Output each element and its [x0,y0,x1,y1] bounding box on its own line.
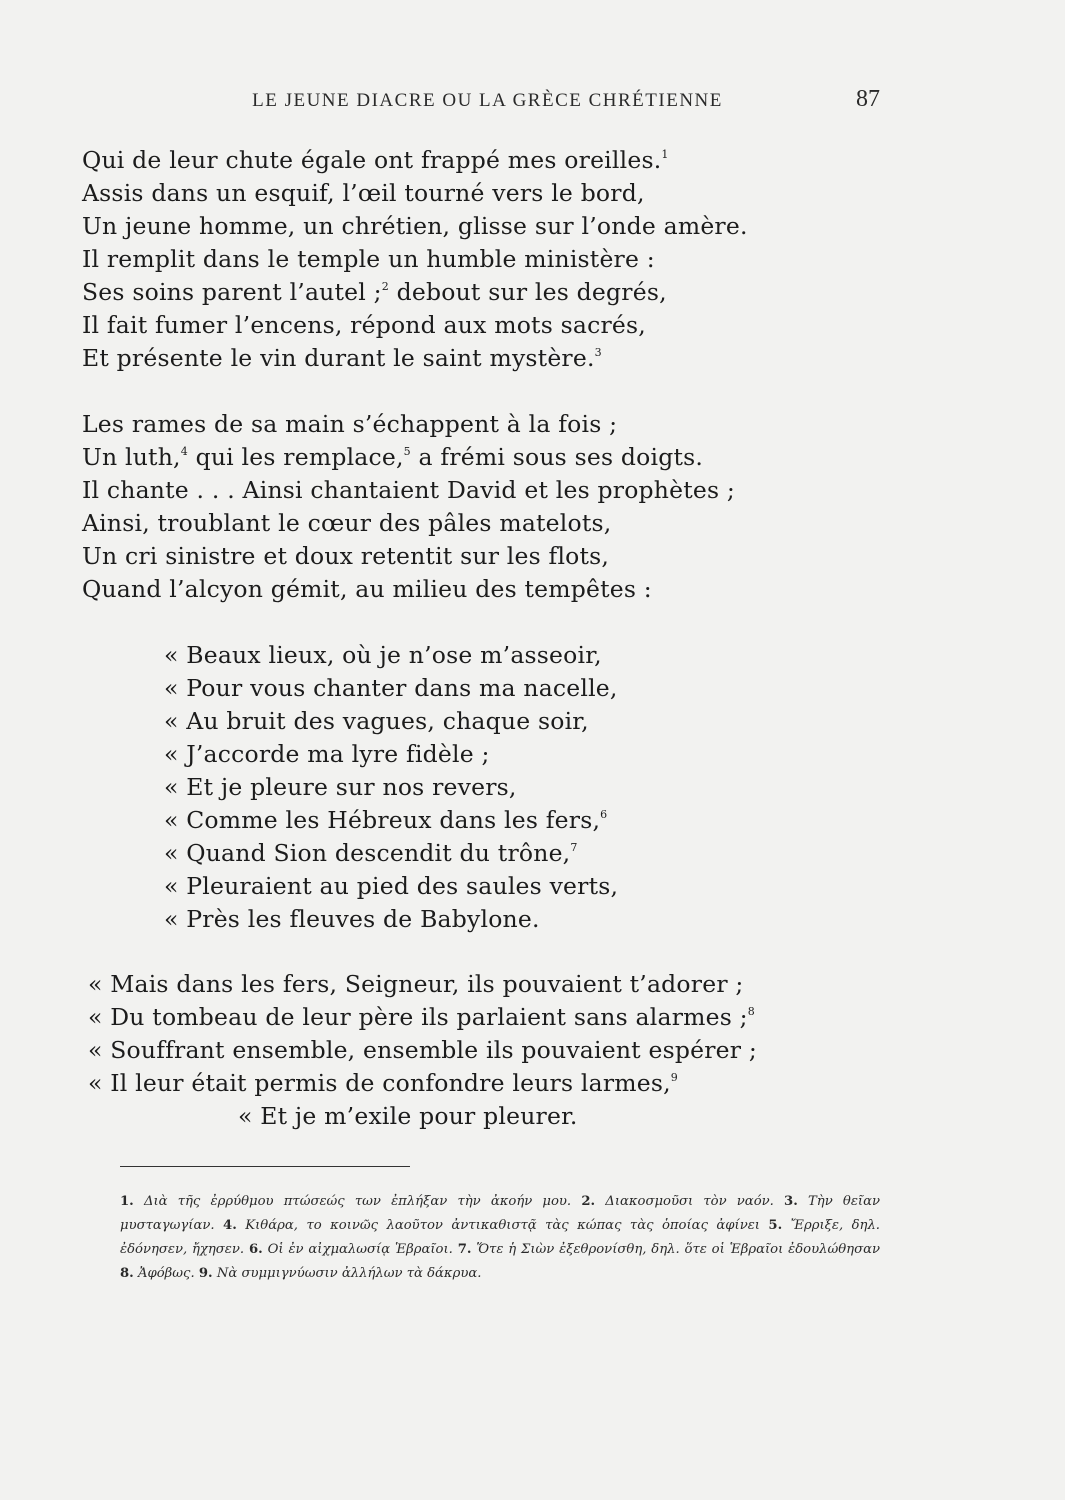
verse-line: Un cri sinistre et doux retentit sur les flots, [82,542,610,570]
footnote: 3. Τὴν θεῖαν μυσταγωγίαν. [120,1194,881,1233]
verse-line: « J’accorde ma lyre fidèle ; [164,740,490,768]
stanza-3-song [164,639,618,936]
footnote: 7. Ὅτε ἡ Σιὼν ἐξεθρονίσθη, δηλ. ὅτε οἱ Ἑβραῖοι ἐδουλώθησαν [457,1242,880,1257]
footnote-ref: 1 [661,148,669,161]
verse-line: « Pour vous chanter dans ma nacelle, [164,674,618,702]
verse-line: Ainsi, troublant le cœur des pâles matelots, [82,509,612,537]
running-title: LE JEUNE DIACRE OU LA GRÈCE CHRÉTIENNE [252,90,723,111]
footnote: 5. Ἔρριξε, δηλ. ἐδόνησεν, ἤχησεν. [120,1218,880,1257]
footnote-ref: 6 [600,808,608,821]
stanza-2 [82,408,735,606]
verse-line: « Et je pleure sur nos revers, [164,773,517,801]
footnote-ref: 8 [747,1005,755,1018]
verse-line: Il remplit dans le temple un humble ministère : [82,245,655,273]
page-number: 87 [856,86,880,112]
verse-line: Assis dans un esquif, l’œil tourné vers le bord, [82,179,645,207]
verse-line: Qui de leur chute égale ont frappé mes oreilles.$^1$ [82,146,669,174]
verse-line: Un luth,$^4$ qui les remplace,$^5$ a frémi sous ses doigts. [82,443,704,471]
footnote: 4. Κιθάρα, το κοινῶς λαοῦτον ἀντικαθιστᾷ τὰς κώπας τὰς ὁποίας ἀφίνει [223,1218,760,1233]
verse-line: Ses soins parent l’autel ;$^2$ debout sur les degrés, [82,278,667,306]
footnote: 8. Ἀφόβως. [120,1266,195,1281]
verse-line: Il fait fumer l’encens, répond aux mots sacrés, [82,311,646,339]
verse-line: « Et je m’exile pour pleurer. [238,1102,578,1130]
footnote: 1. Διὰ τῆς ἐρρύθμου πτώσεώς των ἐπλήξαν τὴν ἀκοήν μου. [120,1194,572,1209]
footnote-divider [120,1166,410,1167]
verse-line: « Pleuraient au pied des saules verts, [164,872,619,900]
verse-line: « Mais dans les fers, Seigneur, ils pouvaient t’adorer ; [88,970,744,998]
verse-line: Il chante . . . Ainsi chantaient David et les prophètes ; [82,476,736,504]
footnote-ref: 9 [670,1071,678,1084]
stanza-4 [88,968,757,1133]
verse-line: Quand l’alcyon gémit, au milieu des tempêtes : [82,575,652,603]
verse-line: Les rames de sa main s’échappent à la fois ; [82,410,618,438]
verse-line: Un jeune homme, un chrétien, glisse sur l’onde amère. [82,212,748,240]
verse-line: « Beaux lieux, où je n’ose m’asseoir, [164,641,602,669]
footnote: 9. Νὰ συμμιγνύωσιν ἀλλήλων τὰ δάκρυα. [198,1266,482,1281]
verse-line: Et présente le vin durant le saint mystère.$^3$ [82,344,602,372]
verse-line: « Comme les Hébreux dans les fers,$^6$ [164,806,608,834]
verse-line: « Près les fleuves de Babylone. [164,905,540,933]
footnote-ref: 5 [403,445,411,458]
footnote-ref: 3 [594,346,602,359]
footnote: 2. Διακοσμοῦσι τὸν ναόν. [581,1194,774,1209]
footnote-ref: 4 [180,445,188,458]
verse-line: « Du tombeau de leur père ils parlaient sans alarmes ;$^8$ [88,1003,755,1031]
verse-line: « Il leur était permis de confondre leurs larmes,$^9$ [88,1069,678,1097]
stanza-1 [82,144,748,375]
footnotes [120,1190,880,1286]
footnote: 6. Οἱ ἐν αἰχμαλωσίᾳ Ἑβραῖοι. [248,1242,453,1257]
verse-line: « Souffrant ensemble, ensemble ils pouvaient espérer ; [88,1036,757,1064]
footnote-ref: 7 [570,841,578,854]
footnote-ref: 2 [381,280,389,293]
verse-line: « Au bruit des vagues, chaque soir, [164,707,589,735]
verse-line: « Quand Sion descendit du trône,$^7$ [164,839,578,867]
